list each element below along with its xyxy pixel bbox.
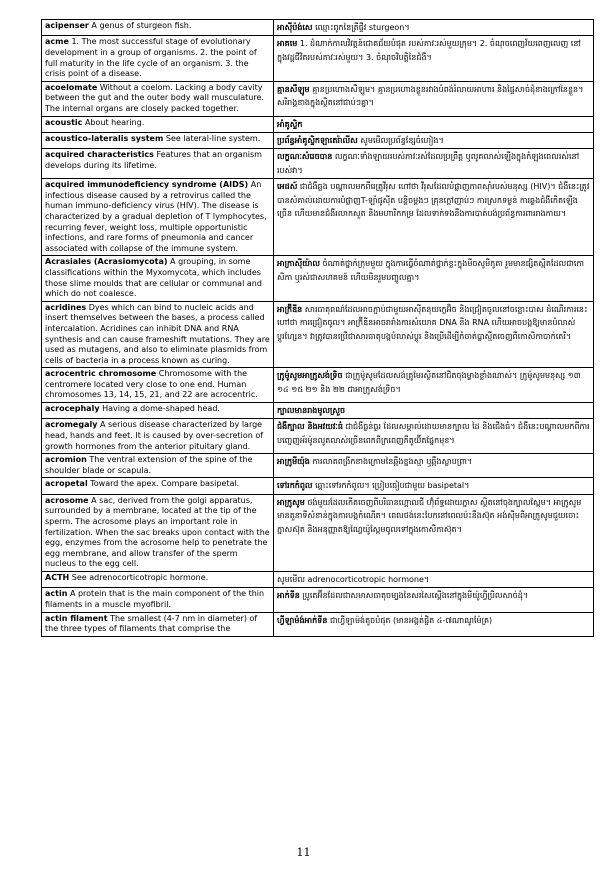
english-entry: [42, 256, 274, 301]
page-number: 11: [296, 846, 311, 859]
glossary-row: [42, 403, 594, 419]
english-term: acropetal: [45, 479, 88, 489]
khmer-term: អាក្រូសូម: [277, 497, 305, 507]
khmer-definition: ចំណាត់ថ្នាក់ក្រុមមួយ ក្នុងការធ្វើចំណាត់ថ្នាក់ខ្លះក្នុងមីចសូមីកូតា រួមមានផ្សិតស្អិតដែលជាកោសិកា ឬរស់ជាសហគមន៍ ហើយមិនរួមបញ្ចូលគ្នា។: [277, 259, 584, 282]
english-term: acoustic: [45, 117, 83, 127]
english-term: actin: [45, 589, 68, 599]
english-term: acrosome: [45, 495, 89, 505]
english-term: actin filament: [45, 613, 108, 623]
english-term: acridines: [45, 302, 87, 312]
english-entry: [42, 81, 274, 116]
khmer-term: អាក្រូមីយ៉ុង: [277, 457, 310, 467]
khmer-term: ជំងឺក្បាល និងអវយវៈធំ: [277, 422, 343, 432]
glossary-row: [42, 179, 594, 256]
english-entry: [42, 588, 274, 612]
english-term: acme: [45, 37, 69, 47]
english-entry: [42, 478, 274, 494]
english-entry: [42, 572, 274, 588]
english-entry: [42, 454, 274, 478]
glossary-row: [42, 256, 594, 301]
khmer-term: អាគមេ: [277, 39, 298, 49]
glossary-row: [42, 116, 594, 132]
khmer-definition: ជាហ្វីឡាម៉ង់តូចបំផុត (មានអង្កត់ផ្ចិត ៤-៧ណាណូម៉ែត្រ): [329, 615, 493, 625]
glossary-table: [41, 19, 594, 637]
english-definition: An infectious disease caused by a retrovirus called the human immuno-deficiency virus (HIV). The disease is characterized by a gradual depletion of T lymphocytes, recurring fever, weight loss, multiple opportunistic infections, and rare forms of pneumonia and cancer associated with collapse of the immune system.: [45, 180, 267, 253]
khmer-definition: ឈ្មោះពូកនៃត្រីផ្ទីវ sturgeon។: [315, 23, 410, 32]
glossary-row: [42, 36, 594, 81]
khmer-term: អាក្រាស៊ីយ៉ាល: [277, 259, 321, 269]
khmer-term: ទៅរកកំពូល: [277, 481, 313, 491]
khmer-definition: ថង់មួយដែលកើតចេញពីបរិធានហ្គោលជី ហ៊ុំព័ទ្ធដោយភ្នាស ស្ថិតនៅចុងក្បាលស្ពែម។ អាក្រូសូមមានតួនាទីសំខាន់ក្នុងការបង្កកំណើត។ ពេលថង់នេះបែកនៅពេលប៉ះនឹងស៊ុត អង់ស៊ីមពីអាក្រូសូមជួយចោះភ្នាសស៊ុត និងអនុញ្ញាតឱ្យណ្វៃយ៉ូស្ពែមចូលទៅក្នុងកោសិកាស៊ុត។: [277, 497, 582, 534]
english-term: acrocephaly: [45, 404, 100, 414]
khmer-term: ហ្វីឡាម៉ង់អាក់ទីន: [277, 615, 328, 625]
english-entry: [42, 149, 274, 179]
english-definition: Without a coelom. Lacking a body cavity between the gut and the outer body wall musculature. The internal organs are closely packed together.: [45, 82, 264, 113]
khmer-definition: ឆ្ពោះទៅរកកំពូល។ ប្រៀបធៀបជាមួយ basipetal។: [315, 481, 470, 491]
khmer-entry: [274, 256, 594, 301]
english-definition: Dyes which can bind to nucleic acids and insert themselves between the bases, a process called intercalation. Acridines can inhibit DNA and RNA synthesis and can cause frameshift mutations. They are used as mutagens, and also to eliminate plasmids from cells of bacteria in a process known as curing.: [45, 302, 270, 365]
english-entry: [42, 20, 274, 36]
khmer-entry: [274, 478, 594, 494]
khmer-entry: [274, 20, 594, 36]
english-definition: The smallest (4-7 nm in diameter) of the three types of filaments that comprise the: [45, 613, 258, 634]
english-term: acipenser: [45, 21, 89, 30]
glossary-row: [42, 20, 594, 36]
english-term: acoelomate: [45, 82, 98, 92]
khmer-definition: សារធាតុពណ៌ដែលអាចភ្ជាប់ជាមួយអាស៊ីតនុយក្លេអ៊ិច និងជ្រៀតចូលនៅចន្លោះបាស ដំណើរការនេះហៅថា ការជ្រៀតចូល។ អាក្រ៊ីឌីនអាចរារាំងការសំយោគ DNA និង RNA ហើយអាចបង្កឱ្យមានបំលាស់ប្ដូរហ្សែន។ វាត្រូវបានប្រើជាសារធាតុបង្កបំលាស់ប្ដូរ និងប្រើដើម្បីកំចាត់ប្លាស្មីតចេញពីកោសិកាបាក់តេរី។: [277, 304, 588, 341]
english-entry: [42, 179, 274, 256]
khmer-term: លក្ខណៈសំរេចបាន: [277, 152, 333, 162]
english-term: acromion: [45, 455, 87, 465]
english-definition: Features that an organism develops during its lifetime.: [45, 150, 262, 170]
english-term: ACTH: [45, 573, 70, 582]
glossary-row: [42, 494, 594, 571]
khmer-entry: [274, 301, 594, 368]
glossary-row: [42, 368, 594, 403]
english-entry: [42, 612, 274, 636]
khmer-entry: [274, 612, 594, 636]
khmer-term: អាក្រ៊ីឌីន: [277, 304, 303, 314]
khmer-entry: [274, 179, 594, 256]
khmer-definition: ប្រូតេអ៊ីនដែលជាសមាសធាតុចម្បងនៃសរសៃស្ដើងនៅក្នុងមីយ៉ូហ្វីប្រីលសាច់ដុំ។: [302, 591, 529, 601]
english-term: acromegaly: [45, 420, 98, 430]
glossary-row: [42, 454, 594, 478]
khmer-term: ក្បាលមានរាងមូលស្រួច: [277, 406, 346, 416]
english-definition: A protein that is the main component of the thin filaments in a muscle myofibril.: [45, 589, 265, 609]
khmer-definition: 1. ដំណាក់កាលវិវត្តន៍ជោគជ័យបំផុត របស់ភាវៈរស់មួយក្រុម។ 2. ចំណុចពេញវ័យពេញលេញ នៅក្នុងវដ្តជីវិតរបស់ភាវៈរស់មួយ។ 3. ចំណុចវិបត្តិនៃជំងឺ។: [277, 39, 581, 62]
english-entry: [42, 301, 274, 368]
khmer-definition: ជាជំងឺឆ្លង បណ្ដាលមកពីរេត្រូវីរុស ហៅថា វីរុសដែលបំផ្លាញភាពស៊ាំរបស់មនុស្ស (HIV)។ ជំងឺនេះត្រូវបានសំគាល់ដោយការបំផ្លាញT-ឡាំផូស៊ីត បន្តិចម្ដងៗ គ្រុនក្ដៅញាប់ៗ ការស្រកទម្ងន់ ការឆ្លងជំងឺកើតឡើងច្រើន ហើយមានជំងឺរលាកសួត និងមហារីកកម្រ ដែលទាក់ទងនឹងការបាត់បង់ប្រព័ន្ធការពាររាងកាយ។: [277, 182, 590, 218]
english-term: Acrasiales (Acrasiomycota): [45, 257, 168, 267]
khmer-entry: [274, 81, 594, 116]
khmer-entry: [274, 116, 594, 132]
english-entry: [42, 368, 274, 403]
english-entry: [42, 403, 274, 419]
khmer-term: គ្មានសឺឡូម: [277, 84, 310, 94]
khmer-term: ប្រព័ន្ធអាំគូស្ទិកឡាតេរ៉ាលីស: [277, 135, 358, 145]
glossary-row: [42, 149, 594, 179]
khmer-term: អាក់ទីន: [277, 591, 300, 601]
english-definition: 1. The most successful stage of evolutionary development in a group of organisms. 2. the point of full maturity in the life cycle of an organism. 3. the crisis point of a disease.: [45, 37, 257, 79]
english-entry: [42, 494, 274, 571]
khmer-definition: សូមមើល adrenocorticotropic hormone។: [277, 575, 430, 584]
english-entry: [42, 419, 274, 454]
english-entry: [42, 132, 274, 148]
khmer-term: អាស៊ីប៉ង់សេ: [277, 23, 313, 32]
english-term: acquired characteristics: [45, 150, 154, 160]
khmer-entry: [274, 132, 594, 148]
english-definition: A genus of sturgeon fish.: [91, 21, 192, 30]
glossary-row: [42, 572, 594, 588]
english-term: acrocentric chromosome: [45, 369, 157, 379]
english-entry: [42, 36, 274, 81]
english-definition: The ventral extension of the spine of the shoulder blade or scapula.: [45, 455, 253, 475]
khmer-definition: ជាជំងឺធ្ងន់ធ្ងរ ដែលសម្គាល់ដោយមានក្បាល ដៃ និងជើងធំ។ ជំងឺនេះបណ្ដាលមកពីការបញ្ចេញអ័រម៉ូនលូតលាស់ច្រើនពេកពីក្រពេញភីតូយ៊ីតផ្នែកមុខ។: [277, 422, 590, 445]
english-definition: About hearing.: [84, 117, 145, 127]
khmer-definition: គ្មានប្រហោងសឺឡូម។ គ្មានប្រហោងខ្លួនរវាងបំពង់រំលាយអាហារ និងផ្ទៃសាច់ដុំខាងក្រៅនៃខ្លួន។ សរីរាង្គខាងក្នុងស្ថិតនៅជាប់ៗគ្នា។: [277, 84, 584, 108]
english-definition: See lateral-line system.: [165, 133, 261, 143]
glossary-body: [42, 20, 594, 637]
glossary-row: [42, 588, 594, 612]
khmer-entry: [274, 149, 594, 179]
khmer-definition: ជាក្រូម៉ូសូមដែលសង់ត្រូមែរស្ថិតនៅជិតចុងម្ខាងខ្លាំងណាស់។ ក្រូម៉ូសូមមនុស្ស ១៣ ១៤ ១៥ ២១ និង ២២ ជាអាក្រូសង់ទ្រិច។: [277, 371, 581, 394]
khmer-entry: [274, 368, 594, 403]
khmer-definition: លក្ខណៈទាំងឡាយរបស់ភាវៈរស់ដែលប្រព្រឹត្ត ឬលូតលាស់ឡើងក្នុងកំឡុងពេលរស់នៅរបស់វា។: [277, 152, 580, 175]
khmer-entry: [274, 36, 594, 81]
english-term: acquired immunodeficiency syndrome (AIDS): [45, 180, 249, 190]
english-definition: Chromosome with the centromere located very close to one end. Human chromosomes 13, 14, 15, 21, and 22 are acrocentric.: [45, 369, 258, 400]
glossary-row: [42, 478, 594, 494]
khmer-entry: [274, 588, 594, 612]
glossary-row: [42, 419, 594, 454]
khmer-entry: [274, 403, 594, 419]
glossary-row: [42, 612, 594, 636]
english-definition: A sac, derived from the golgi apparatus, surrounded by a membrane, located at the tip of the sperm. The acrosome plays an important role in fertilization. When the sac breaks upon contact with the egg, enzymes from the acrosome help to penetrate the egg membrane, and allow transfer of the sperm nucleus to the egg cell.: [45, 495, 270, 569]
english-definition: See adrenocorticotropic hormone.: [71, 573, 209, 582]
khmer-definition: ការលាតពង្រីកខាងក្រោមនៃឆ្អឹងខ្នងស្មា ឬឆ្អឹងស្លាបព្រា។: [312, 457, 473, 467]
english-definition: A grouping, in some classifications within the Myxomycota, which includes those slime moulds that are cellular or communal and which do not coalesce.: [45, 257, 262, 299]
khmer-term: អេដស៍: [277, 182, 298, 192]
khmer-entry: [274, 572, 594, 588]
khmer-entry: [274, 454, 594, 478]
glossary-row: [42, 81, 594, 116]
khmer-term: អាំគូស្ទិក: [277, 119, 303, 129]
glossary-row: [42, 301, 594, 368]
english-definition: Having a dome-shaped head.: [102, 404, 220, 414]
english-definition: Toward the apex. Compare basipetal.: [90, 479, 240, 489]
khmer-entry: [274, 494, 594, 571]
khmer-definition: សូមមើលប្រព័ន្ធខ្សែចំហៀង។: [360, 135, 444, 145]
khmer-entry: [274, 419, 594, 454]
glossary-row: [42, 132, 594, 148]
english-definition: A serious disease characterized by large head, hands and feet. It is caused by over-secretion of growth hormones from the anterior pituitary gland.: [45, 420, 264, 451]
english-term: acoustico-lateralis system: [45, 133, 164, 143]
english-entry: [42, 116, 274, 132]
khmer-term: ក្រូម៉ូសូមអាក្រូសង់ទ្រិច: [277, 371, 343, 381]
